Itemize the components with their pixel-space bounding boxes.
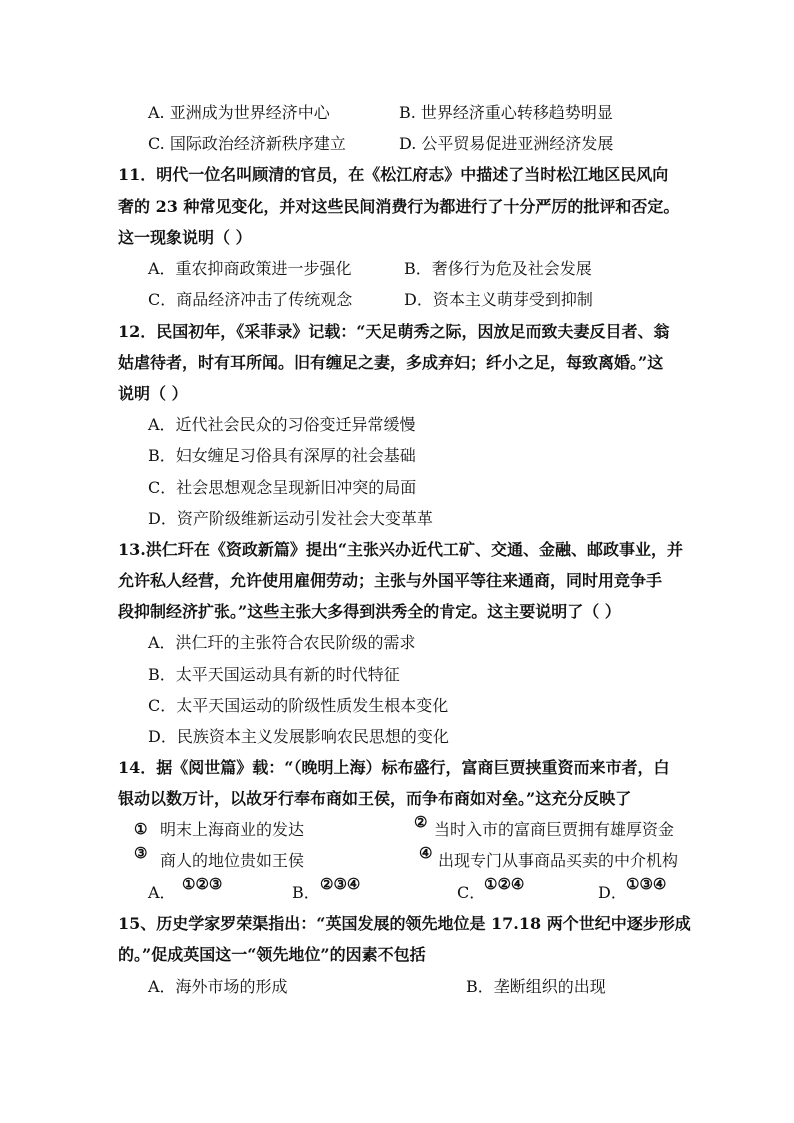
q14-item-4-mark: ④ [419,844,433,862]
q12-option-b: B．妇女缠足习俗具有深厚的社会基础 [148,446,416,465]
q14-item-3-mark: ③ [134,844,148,862]
q14-option-a: ①②③ [182,875,223,893]
q14-stem-line-1: 14．据《阅世篇》载：“（晚明上海）标布盛行，富商巨贾挟重资而来市者，白 [118,758,670,777]
q14-item-2: 当时入市的富商巨贾拥有雄厚资金 [434,820,675,839]
q11-stem-line-2: 奢的 23 种常见变化，并对这些民间消费行为都进行了十分严厉的批评和否定。 [118,197,680,216]
q14-option-c-label: C． [457,883,486,902]
q14-option-b: ②③④ [320,875,361,893]
q13-stem-line-2: 允许私人经营，允许使用雇佣劳动；主张与外国平等往来通商，同时用竞争手 [118,571,663,590]
q14-stem-line-2: 银动以数万计，以故牙行奉布商如王侯，而争布商如对垒。”这充分反映了 [118,789,632,808]
q14-option-d: ①③④ [626,875,667,893]
q12-stem-line-3: 说明（ ） [118,384,188,403]
q12-option-a: A．近代社会民众的习俗变迁异常缓慢 [148,415,416,434]
q15-stem-line-2: 的。”促成英国这一“领先地位”的因素不包括 [118,945,426,964]
q10-option-d: D. 公平贸易促进亚洲经济发展 [399,134,614,153]
q15-option-a: A．海外市场的形成 [148,977,288,996]
q12-stem-line-2: 姑虐待者，时有耳所闻。旧有缠足之妻，多成弃妇；纤小之足，每致离婚。”这 [118,353,664,372]
q13-option-a: A．洪仁玕的主张符合农民阶级的需求 [148,633,416,652]
q11-option-a: A．重农抑商政策进一步强化 [148,259,352,278]
q13-stem-line-3: 段抑制经济扩张。”这些主张大多得到洪秀全的肯定。这主要说明了（ ） [118,602,621,621]
q14-option-a-label: A． [148,883,176,902]
q13-stem-line-1: 13.洪仁玕在《资政新篇》提出“主张兴办近代工矿、交通、金融、邮政事业，并 [118,540,684,559]
q13-option-b: B．太平天国运动具有新的时代特征 [148,665,400,684]
q13-option-c: C．太平天国运动的阶级性质发生根本变化 [148,696,449,715]
q12-stem-line-1: 12．民国初年，《采菲录》记载：“天足萌秀之际，因放足而致夫妻反目者、翁 [118,322,670,341]
q10-option-a: A. 亚洲成为世界经济中心 [148,103,330,122]
q12-option-d: D．资产阶级维新运动引发社会大变革革 [148,509,433,528]
q15-option-b: B．垄断组织的出现 [466,977,606,996]
q13-option-d: D．民族资本主义发展影响农民思想的变化 [148,727,449,746]
q11-stem-line-1: 11．明代一位名叫顾清的官员，在《松江府志》中描述了当时松江地区民风向 [118,165,669,184]
q11-option-c: C．商品经济冲击了传统观念 [148,290,353,309]
q12-option-c: C．社会思想观念呈现新旧冲突的局面 [148,478,417,497]
q14-item-3: 商人的地位贵如王侯 [160,851,305,870]
q14-item-1: 明末上海商业的发达 [160,820,305,839]
q10-option-b: B. 世界经济重心转移趋势明显 [399,103,613,122]
q10-option-c: C. 国际政治经济新秩序建立 [148,134,346,153]
q14-option-b-label: B． [292,883,320,902]
q11-option-b: B．奢侈行为危及社会发展 [404,259,592,278]
q14-item-1-mark: ① [134,820,148,838]
q15-stem-line-1: 15、历史学家罗荣渠指出：“英国发展的领先地位是 17.18 两个世纪中逐步形成 [118,914,691,933]
q11-stem-line-3: 这一现象说明（ ） [118,228,252,247]
q11-option-d: D．资本主义萌芽受到抑制 [404,290,593,309]
q14-item-4: 出现专门从事商品买卖的中介机构 [438,851,679,870]
q14-option-d-label: D． [598,883,627,902]
q14-option-c: ①②④ [484,875,525,893]
q14-item-2-mark: ② [414,813,428,831]
